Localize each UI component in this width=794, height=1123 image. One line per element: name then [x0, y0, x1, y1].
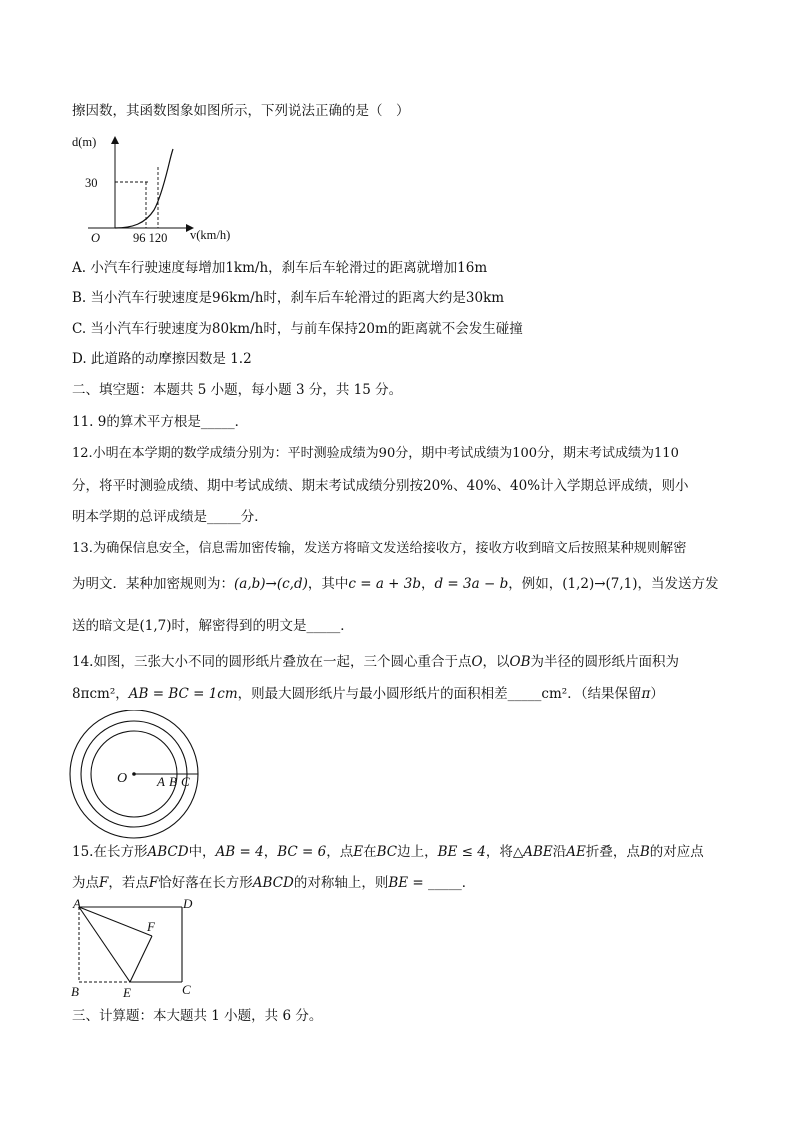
q10-y-tick: 30	[85, 176, 98, 190]
q13-text-c: ，例如，	[508, 576, 563, 592]
q13-c-eq: c = a + 3b	[348, 576, 421, 592]
q10-option-d: D. 此道路的动摩擦因数是 1.2	[72, 351, 252, 367]
q13-sep: ，	[421, 576, 435, 592]
q15-label-a: A	[73, 896, 81, 911]
q15-figure	[66, 896, 202, 1002]
q14-line-1	[72, 652, 679, 672]
q13-line-1: 13.为确保信息安全，信息需加密传输，发送方将暗文发送给接收方，接收方收到暗文后按照某种规则解密	[72, 541, 687, 556]
q12-line-2: 分，将平时测验成绩、期中考试成绩、期末考试成绩分别按20%、40%、40%计入学期总评成绩，则小	[72, 478, 689, 494]
q15-label-c: C	[182, 982, 191, 997]
q10-option-c: C. 当小汽车行驶速度为80km/h时，与前车保持20m的距离就不会发生碰撞	[72, 321, 523, 337]
q14-label-o: O	[117, 771, 128, 786]
q14-text-d: ，	[115, 686, 129, 702]
section2-heading: 二、填空题：本题共 5 小题，每小题 3 分，共 15 分。	[72, 382, 403, 398]
q14-label-b: B	[169, 774, 177, 789]
q15-label-d: D	[183, 896, 193, 911]
q15-text-e: 在	[363, 844, 377, 860]
q15-text-f: 边上，	[397, 844, 438, 860]
q15-text-h: 沿	[552, 844, 567, 860]
q15-f: F	[99, 875, 109, 891]
q15-text-d: ，点	[326, 844, 354, 860]
q15-fold-ae	[79, 907, 130, 982]
q14-label-a: A	[157, 774, 165, 789]
q15-seg-fe	[130, 936, 152, 982]
q15-f2: F	[148, 875, 159, 891]
q15-text-k: 为点	[72, 875, 99, 891]
q15-text-m: 恰好落在长方形	[158, 875, 253, 891]
q14-area: 8πcm²	[72, 686, 116, 702]
q13-line-2	[72, 574, 719, 594]
q10-origin: O	[91, 231, 101, 245]
q15-ae: AE	[566, 844, 586, 860]
q10-curve-real	[115, 149, 173, 228]
q14-figure	[68, 710, 208, 844]
q12-line-1: 12.小明在本学期的数学成绩分别为：平时测验成绩为90分，期中考试成绩为100分，期末考试成绩为110	[72, 446, 679, 461]
q13-pair: (1,7)	[139, 618, 172, 634]
q14-center-dot	[132, 772, 136, 776]
q14-text-f: ）	[650, 686, 664, 702]
q15-line-1	[72, 842, 704, 862]
q14-text-c: 为半径的圆形纸片面积为	[530, 654, 680, 670]
q10-option-b: B. 当小汽车行驶速度是96km/h时，刹车后车轮滑过的距离大约是30km	[72, 290, 505, 306]
q15-be-eq: BE =	[388, 875, 424, 891]
q15-e: E	[353, 844, 364, 860]
q15-text-o: _____．	[423, 875, 476, 891]
q15-text-n: 的对称轴上，则	[293, 875, 389, 891]
q15-ab: AB = 4	[215, 844, 264, 860]
q13-text-d: ，当发送方发	[637, 576, 719, 592]
q12-line-3: 明本学期的总评成绩是_____分．	[72, 509, 268, 525]
q15-be-ineq: BE ≤ 4	[437, 844, 486, 860]
q10-graph	[70, 130, 250, 248]
q13-d-eq: d = 3a − b	[434, 576, 509, 592]
q10-y-label: d(m)	[72, 135, 97, 149]
q15-bc: BC = 6	[277, 844, 327, 860]
q14-text-b: ，以	[482, 654, 510, 670]
q14-text-a: 14.如图，三张大小不同的圆形纸片叠放在一起，三个圆心重合于点	[72, 654, 472, 670]
q14-point-o: O	[471, 654, 483, 670]
q15-label-b: B	[71, 984, 79, 999]
q13-rule: (a,b)→(c,d)	[234, 576, 308, 592]
q13-text-f: 时，解密得到的明文是_____．	[171, 618, 354, 634]
q14-line-2	[72, 684, 664, 704]
q13-line-3	[72, 616, 354, 636]
q15-text-c: ，	[263, 844, 278, 860]
q13-text-a: 为明文．某种加密规则为：	[72, 576, 234, 592]
q14-text-e: ，则最大圆形纸片与最小圆形纸片的面积相差_____cm²．（结果保留	[237, 686, 642, 702]
q14-ob: OB	[509, 654, 531, 670]
q10-option-a: A. 小汽车行驶速度每增加1km/h，刹车后车轮滑过的距离就增加16m	[72, 260, 488, 276]
q15-b: B	[639, 844, 650, 860]
q10-x-ticks: 96 120	[133, 231, 168, 245]
q13-text-b: ，其中	[307, 576, 349, 592]
q15-line-2	[72, 873, 475, 893]
q15-seg-af	[79, 907, 152, 936]
q15-abcd: ABCD	[147, 844, 189, 860]
q15-bcseg: BC	[376, 844, 398, 860]
q13-example: (1,2)→(7,1)	[562, 576, 638, 592]
q15-text-l: ，若点	[108, 875, 149, 891]
q15-abcd-2: ABCD	[252, 875, 294, 891]
section3-heading: 三、计算题：本大题共 1 小题，共 6 分。	[72, 1008, 323, 1024]
q15-label-e: E	[123, 985, 131, 1000]
q15-text-a: 15.在长方形	[72, 844, 148, 860]
q15-text-b: 中，	[188, 844, 216, 860]
q15-text-g: ，将	[485, 844, 513, 860]
q15-text-j: 的对应点	[649, 844, 704, 860]
q14-pi: π	[641, 686, 651, 702]
q13-text-e: 送的暗文是	[72, 618, 140, 634]
q14-label-c: C	[181, 774, 190, 789]
q10-stem: 擦因数，其函数图象如图所示，下列说法正确的是（ ）	[72, 103, 410, 119]
q10-x-label: v(km/h)	[190, 228, 231, 242]
q14-eq: AB = BC = 1cm	[128, 686, 238, 702]
q15-label-f: F	[147, 919, 155, 934]
q15-text-i: 折叠，点	[585, 844, 640, 860]
q11: 11. 9的算术平方根是_____．	[72, 414, 249, 430]
q15-triangle: △ABE	[512, 844, 553, 860]
